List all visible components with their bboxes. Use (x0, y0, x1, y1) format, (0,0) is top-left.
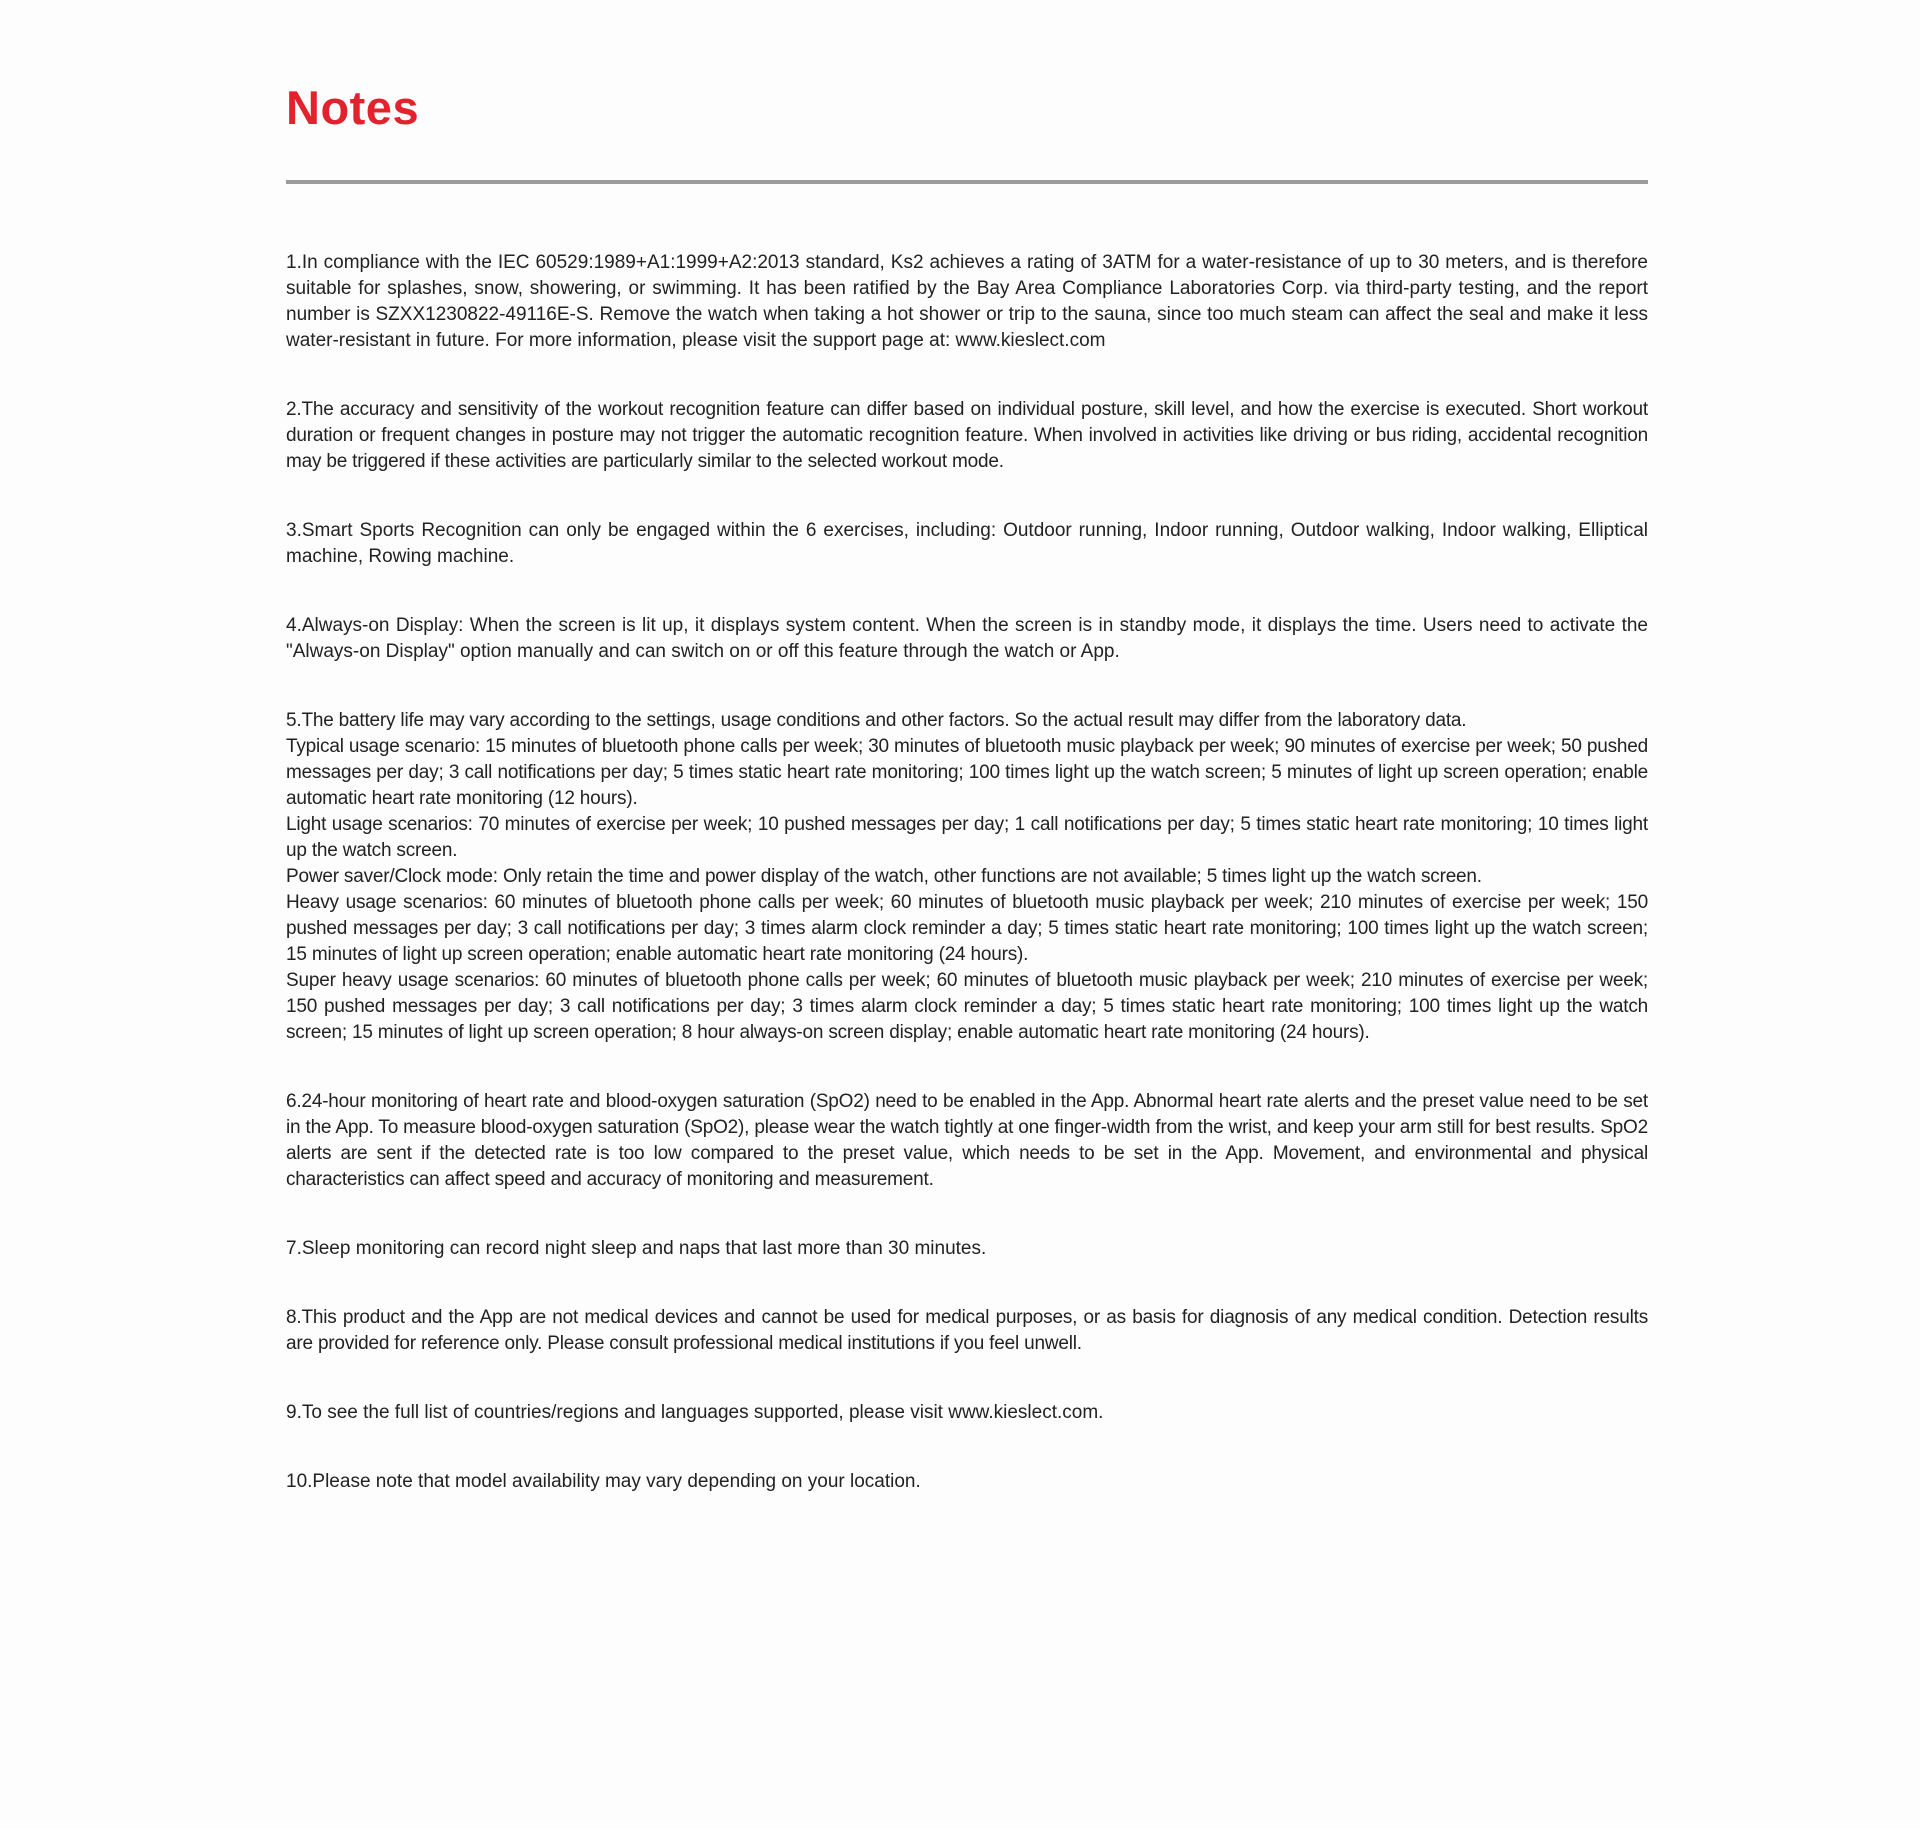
note-text: 2.The accuracy and sensitivity of the workout recognition feature can differ based on individual posture, skill level, and how the exercise is executed. Short workout duration or frequent changes in posture may not trigger the automatic recognition feature. When involved in activities like driving or bus riding, accidental recognition may be triggered if these activities are particularly similar to the selected workout mode. (286, 399, 1648, 472)
note-text: 7.Sleep monitoring can record night sleep and naps that last more than 30 minutes. (286, 1238, 987, 1259)
page-title: Notes (286, 81, 420, 134)
page-content (286, 0, 1648, 1495)
note-item-1 (286, 250, 1648, 354)
note-item-8 (286, 1305, 1648, 1357)
title-divider (286, 180, 1648, 184)
note-text: 5.The battery life may vary according to the settings, usage conditions and other factors. So the actual result may differ from the laboratory data. (286, 710, 1467, 731)
note-text-usage-heavy: Heavy usage scenarios: 60 minutes of bluetooth phone calls per week; 60 minutes of bluetooth music playback per week; 210 minutes of exercise per week; 150 pushed messages per day; 3 call notifications per day; 3 times alarm clock reminder a day; 5 times static heart rate monitoring; 100 times light up the watch screen; 15 minutes of light up screen operation; enable automatic heart rate monitoring (24 hours). (286, 892, 1648, 965)
note-item-6 (286, 1089, 1648, 1193)
note-text: 1.In compliance with the IEC 60529:1989+A1:1999+A2:2013 standard, Ks2 achieves a rating of 3ATM for a water-resistance of up to 30 meters, and is therefore suitable for splashes, snow, showering, or swimming. It has been ratified by the Bay Area Compliance Laboratories Corp. via third-party testing, and the report number is SZXX1230822-49116E-S. Remove the watch when taking a hot shower or trip to the sauna, since too much steam can affect the seal and make it less water-resistant in future. For more information, please visit the support page at: www.kieslect.com (286, 252, 1648, 351)
note-item-7 (286, 1236, 1648, 1262)
note-item-9 (286, 1400, 1648, 1426)
note-item-2 (286, 397, 1648, 475)
note-text: 3.Smart Sports Recognition can only be engaged within the 6 exercises, including: Outdoor running, Indoor running, Outdoor walking, Indoor walking, Elliptical machine, Rowing machine. (286, 520, 1648, 567)
note-text-usage-power-saver: Power saver/Clock mode: Only retain the time and power display of the watch, other functions are not available; 5 times light up the watch screen. (286, 866, 1482, 887)
note-text: 4.Always-on Display: When the screen is lit up, it displays system content. When the screen is in standby mode, it displays the time. Users need to activate the "Always-on Display" option manually and can switch on or off this feature through the watch or App. (286, 615, 1648, 662)
note-text: 10.Please note that model availability may vary depending on your location. (286, 1471, 921, 1492)
note-text-usage-light: Light usage scenarios: 70 minutes of exercise per week; 10 pushed messages per day; 1 call notifications per day; 5 times static heart rate monitoring; 10 times light up the watch screen. (286, 814, 1648, 861)
notes-list (286, 250, 1648, 1495)
note-item-3 (286, 518, 1648, 570)
note-text: 8.This product and the App are not medical devices and cannot be used for medical purposes, or as basis for diagnosis of any medical condition. Detection results are provided for reference only. Please consult professional medical institutions if you feel unwell. (286, 1307, 1648, 1354)
note-item-10 (286, 1469, 1648, 1495)
note-item-4 (286, 613, 1648, 665)
note-text: 9.To see the full list of countries/regions and languages supported, please visit www.kieslect.com. (286, 1402, 1104, 1423)
note-text: 6.24-hour monitoring of heart rate and blood-oxygen saturation (SpO2) need to be enabled in the App. Abnormal heart rate alerts and the preset value need to be set in the App. To measure blood-oxygen saturation (SpO2), please wear the watch tightly at one finger-width from the wrist, and keep your arm still for best results. SpO2 alerts are sent if the detected rate is too low compared to the preset value, which needs to be set in the App. Movement, and environmental and physical characteristics can affect speed and accuracy of monitoring and measurement. (286, 1091, 1648, 1190)
note-text-usage-typical: Typical usage scenario: 15 minutes of bluetooth phone calls per week; 30 minutes of bluetooth music playback per week; 90 minutes of exercise per week; 50 pushed messages per day; 3 call notifications per day; 5 times static heart rate monitoring; 100 times light up the watch screen; 5 minutes of light up screen operation; enable automatic heart rate monitoring (12 hours). (286, 736, 1648, 809)
note-item-5 (286, 708, 1648, 1046)
note-text-usage-super-heavy: Super heavy usage scenarios: 60 minutes of bluetooth phone calls per week; 60 minutes of bluetooth music playback per week; 210 minutes of exercise per week; 150 pushed messages per day; 3 call notifications per day; 3 times alarm clock reminder a day; 5 times static heart rate monitoring; 100 times light up the watch screen; 15 minutes of light up screen operation; 8 hour always-on screen display; enable automatic heart rate monitoring (24 hours). (286, 970, 1648, 1043)
